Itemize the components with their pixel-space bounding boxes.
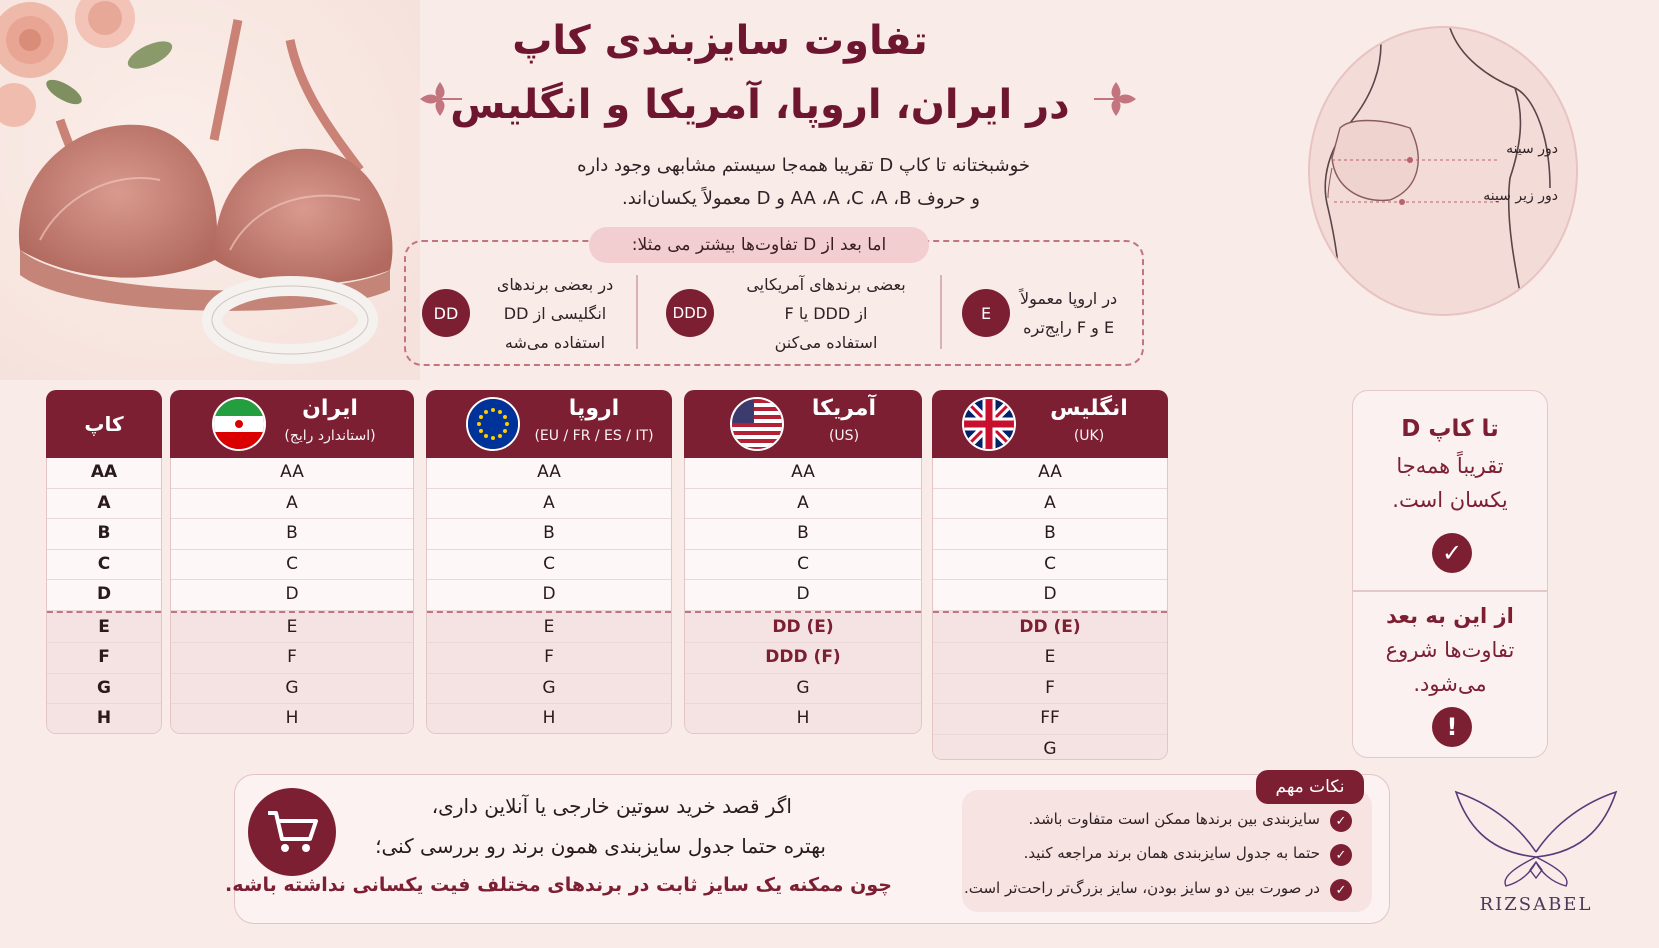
size-cell: AA [933,458,1167,489]
cup-cell: H [47,704,161,734]
size-cell: B [171,519,413,550]
bust-label: دور سینه [1506,141,1558,157]
size-cell: D [685,580,921,611]
difference-text-line: E و F رایج‌تره [1023,318,1115,337]
cup-cell: F [47,643,161,674]
size-cell: C [171,550,413,581]
page-title-line-1: تفاوت سایزبندی کاپ [512,18,928,64]
cup-column-header [46,390,162,458]
iran-column [170,458,414,734]
size-cell: DD (E) [685,611,921,644]
note-item: حتما به جدول سایزبندی همان برند مراجعه کنید. [1023,844,1320,862]
advice-line-2: بهتره حتما جدول سایزبندی همون برند رو بررسی کنی؛ [375,834,826,858]
notes-title: نکات مهم [1256,770,1364,804]
cup-cell: AA [47,458,161,489]
size-cell: E [933,643,1167,674]
size-cell: AA [685,458,921,489]
page-title-line-2: در ایران، اروپا، آمریکا و انگلیس [450,82,1070,128]
check-icon: ✓ [1330,879,1352,901]
eu-flag-icon [466,397,520,451]
check-icon: ✓ [1432,533,1472,573]
summary-bottom-line: تفاوت‌ها شروع [1385,638,1515,662]
uk-column [932,458,1168,760]
size-cell: C [933,550,1167,581]
torso-outline [1310,28,1578,316]
size-cell: B [427,519,671,550]
size-cell: F [171,643,413,674]
difference-text [482,270,628,357]
size-cell: DDD (F) [685,643,921,674]
check-icon: ✓ [1330,810,1352,832]
uk-column-header [932,390,1168,458]
iran-flag-icon [212,397,266,451]
summary-bottom-line: می‌شود. [1413,672,1487,696]
underbust-label: دور زیر سینه [1483,188,1558,204]
column-subtitle: (استاندارد رایج) [284,428,376,444]
divider [636,275,638,349]
size-cell: G [171,674,413,705]
size-cell: E [427,611,671,644]
column-title: ایران [302,396,358,421]
size-cell: H [171,704,413,734]
butterfly-logo-icon [1446,782,1626,892]
iran-column-header [170,390,414,458]
difference-text-line: در بعضی برندهای [496,274,614,294]
size-cell: A [933,489,1167,520]
size-cell: DD (E) [933,611,1167,644]
cup-cell: E [47,611,161,644]
size-cell: F [427,643,671,674]
size-cell: FF [933,704,1167,735]
difference-text-line: بعضی برندهای آمریکایی [746,274,906,294]
cup-cell: B [47,519,161,550]
size-cell: A [427,489,671,520]
summary-top-line: تا کاپ D [1401,416,1499,442]
cart-icon [248,788,336,876]
divider [940,275,942,349]
brand-logo [1446,782,1626,922]
cup-column [46,458,162,734]
summary-top-line: تقریباً همه‌جا [1396,454,1504,478]
size-cell: C [685,550,921,581]
column-subtitle: (US) [828,428,860,444]
difference-item-us [666,270,934,356]
us-flag-icon [730,397,784,451]
intro-text-line-1: خوشبختانه تا کاپ D تقریبا همه‌جا سیستم مشابهی وجود داره [577,155,1030,176]
size-cell: A [685,489,921,520]
exclamation-icon: ! [1432,707,1472,747]
size-cell: C [427,550,671,581]
differences-heading: اما بعد از D تفاوت‌ها بیشتر می مثلا: [589,227,929,263]
divider [1352,590,1548,592]
flourish-icon [1092,76,1140,122]
size-cell: D [171,580,413,611]
size-cell: A [171,489,413,520]
summary-top-line: یکسان است. [1392,488,1508,512]
cup-column-title: کاپ [84,412,124,436]
difference-badge: E [962,289,1010,337]
measurement-illustration [1308,26,1578,316]
size-cell: G [933,735,1167,761]
summary-panel [1352,390,1548,758]
difference-text-line: در اروپا معمولاً [1020,289,1118,308]
note-item: سایزبندی بین برندها ممکن است متفاوت باشد. [1028,810,1320,828]
size-cell: AA [427,458,671,489]
uk-flag-icon [962,397,1016,451]
advice-line-3: چون ممکنه یک سایز ثابت در برندهای مختلف فیت یکسانی نداشته باشه. [225,874,892,896]
size-cell: AA [171,458,413,489]
intro-text-line-2: و حروف AA ،A ،C ،A ،B و D معمولاً یکسان‌اند. [622,188,980,209]
cup-cell: G [47,674,161,705]
column-subtitle: (EU / FR / ES / IT) [534,428,654,444]
size-cell: H [685,704,921,734]
summary-bottom-line: از این به بعد [1386,604,1514,628]
difference-item-uk [422,270,628,356]
column-title: آمریکا [811,396,877,421]
difference-item-europe [962,270,1134,356]
column-title: اروپا [568,396,620,421]
note-item: در صورت بین دو سایز بودن، سایز بزرگ‌تر راحت‌تر است. [963,879,1320,897]
difference-text-line: انگلیسی از DD [503,303,607,323]
size-cell: D [933,580,1167,611]
bra-photo [0,0,420,380]
difference-text [728,270,924,357]
difference-badge: DD [422,289,470,337]
difference-text-line: استفاده می‌کنن [774,332,878,352]
brand-name: RIZSABEL [1479,894,1593,915]
size-cell: B [685,519,921,550]
difference-badge: DDD [666,289,714,337]
advice-line-1: اگر قصد خرید سوتین خارجی یا آنلاین داری، [431,794,792,818]
europe-column-header [426,390,672,458]
size-cell: G [427,674,671,705]
europe-column [426,458,672,734]
us-column-header [684,390,922,458]
column-title: انگلیس [1050,396,1128,421]
difference-text [1020,284,1117,342]
cup-cell: A [47,489,161,520]
size-cell: E [171,611,413,644]
size-cell: D [427,580,671,611]
cup-cell: D [47,580,161,611]
difference-text-line: از DDD یا F [784,303,868,323]
size-cell: H [427,704,671,734]
size-cell: G [685,674,921,705]
column-subtitle: (UK) [1073,428,1105,444]
flourish-icon [416,76,464,122]
cup-cell: C [47,550,161,581]
us-column [684,458,922,734]
size-cell: F [933,674,1167,705]
difference-text-line: استفاده می‌شه [504,332,606,352]
check-icon: ✓ [1330,844,1352,866]
size-cell: B [933,519,1167,550]
